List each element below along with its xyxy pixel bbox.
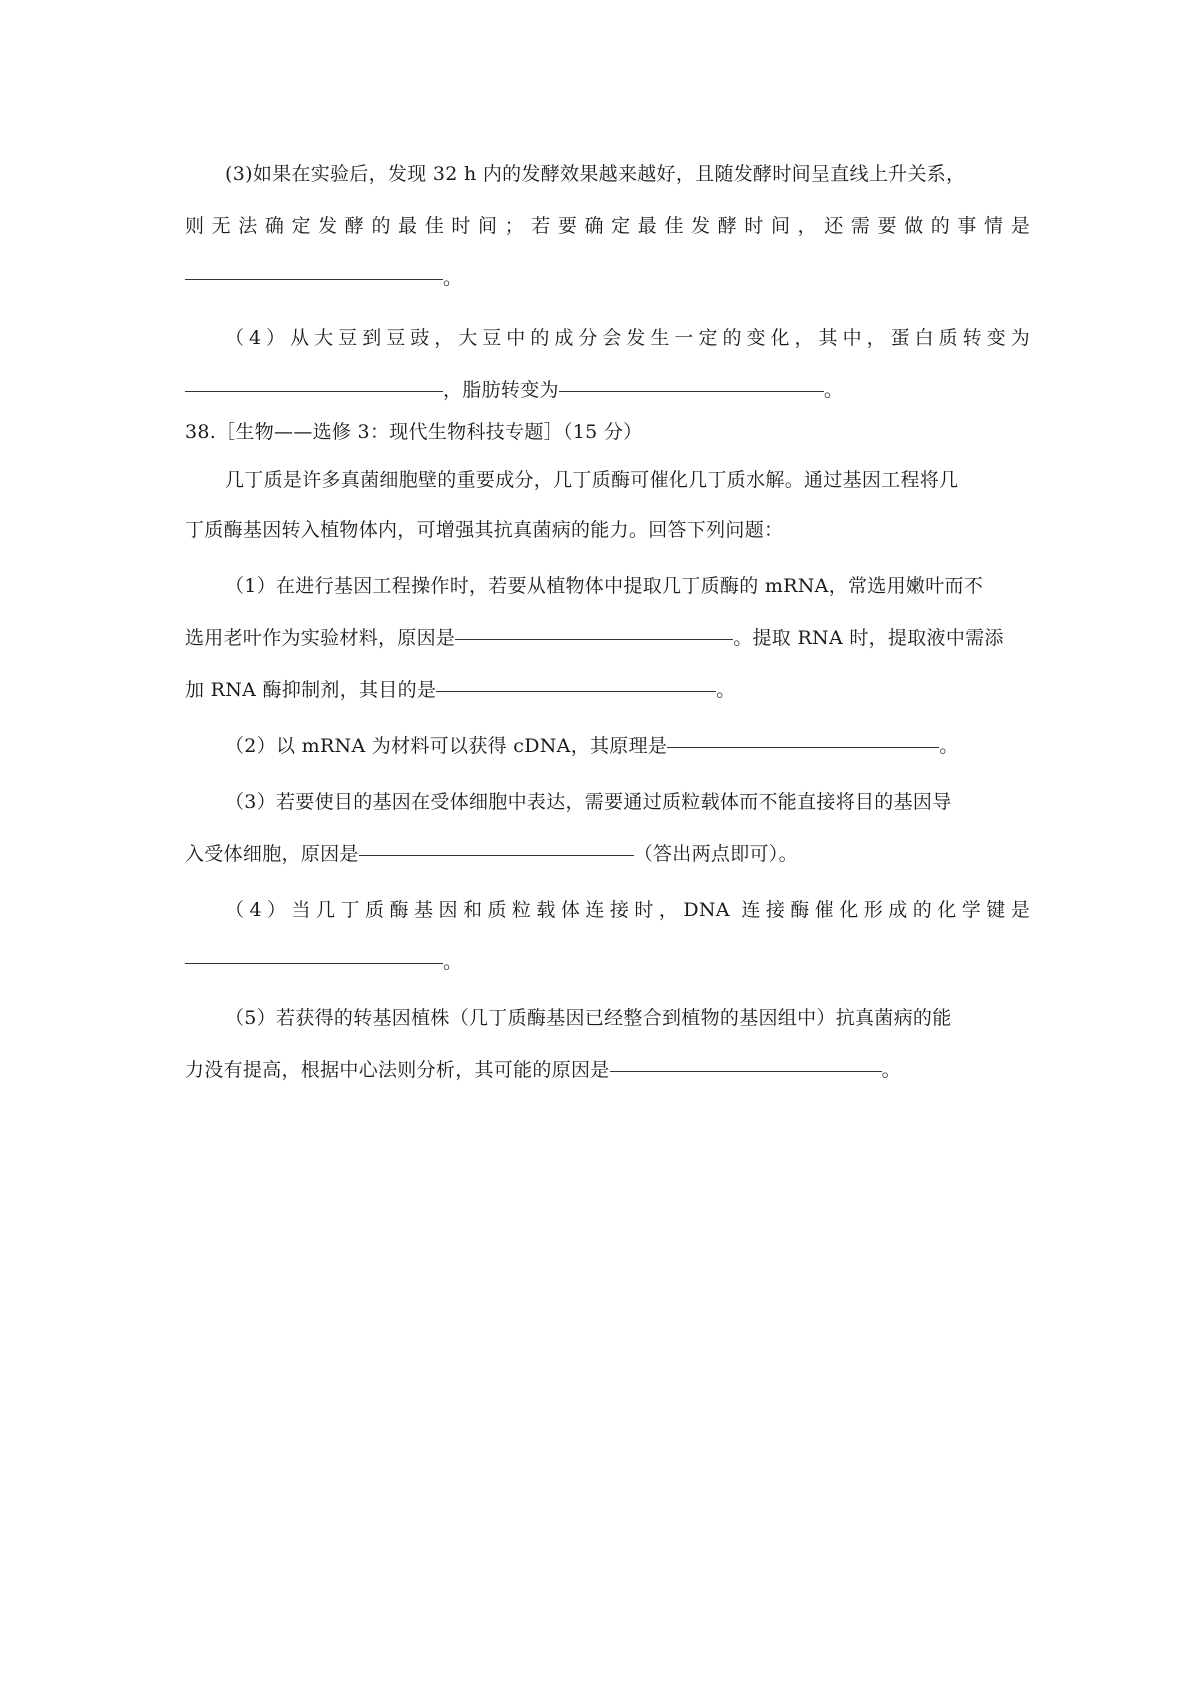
- q38-intro-line1: [185, 456, 1030, 504]
- q38-p1-line1: [185, 562, 1030, 610]
- q38-p4-end: 。: [443, 951, 463, 973]
- answer-blank[interactable]: [185, 390, 443, 392]
- q38-p2-end: 。: [939, 735, 959, 757]
- q38-p5-text2-start: 力没有提高，根据中心法则分析，其可能的原因是: [185, 1059, 610, 1081]
- q38-p4-line2: [185, 938, 1030, 986]
- q38-heading-text: 38.［生物——选修 3：现代生物科技专题］（15 分）: [185, 421, 643, 443]
- q38-p5-text1: （5）若获得的转基因植株（几丁质酶基因已经整合到植物的基因组中）抗真菌病的能: [225, 1007, 952, 1029]
- q37-p3-line2: [185, 202, 1030, 250]
- q37-p3-line3: [185, 254, 1030, 302]
- q38-p4-line1: [185, 886, 1030, 934]
- q38-p1-text3-end: 。: [716, 679, 736, 701]
- q37-p4-line2: [185, 366, 1030, 414]
- q38-p1-text2-start: 选用老叶作为实验材料，原因是: [185, 627, 456, 649]
- answer-blank[interactable]: [436, 690, 716, 692]
- q38-p1-text3-start: 加 RNA 酶抑制剂，其目的是: [185, 679, 437, 701]
- answer-blank[interactable]: [185, 962, 443, 964]
- q38-p5-text2-end: 。: [881, 1059, 901, 1081]
- q38-p1-line2: [185, 614, 1030, 662]
- q38-p1-line3: [185, 666, 1030, 714]
- q37-p4-text1: （4）从大豆到豆豉，大豆中的成分会发生一定的变化，其中，蛋白质转变为: [225, 327, 1030, 349]
- q38-p3-text2-end: （答出两点即可）。: [633, 843, 798, 865]
- answer-blank[interactable]: [455, 638, 733, 640]
- q38-intro-text2: 丁质酶基因转入植物体内，可增强其抗真菌病的能力。回答下列问题：: [185, 519, 784, 541]
- q38-p3-line1: [185, 778, 1030, 826]
- q38-p2-line: [185, 722, 1030, 770]
- q37-p3-end: 。: [443, 267, 463, 289]
- q38-p1-text1: （1）在进行基因工程操作时，若要从植物体中提取几丁质酶的 mRNA，常选用嫩叶而不: [225, 575, 984, 597]
- answer-blank[interactable]: [667, 746, 939, 748]
- q38-p3-line2: [185, 830, 1030, 878]
- q38-p3-text2-start: 入受体细胞，原因是: [185, 843, 359, 865]
- q37-p3-text2: 则无法确定发酵的最佳时间；若要确定最佳发酵时间，还需要做的事情是: [185, 215, 1030, 237]
- q38-p2-text: （2）以 mRNA 为材料可以获得 cDNA，其原理是: [225, 735, 668, 757]
- q37-p4-line1: [185, 314, 1030, 362]
- q37-p4-end: 。: [823, 379, 844, 401]
- q38-p5-line2: [185, 1046, 1030, 1094]
- q38-intro-line2: [185, 506, 1030, 554]
- q38-p5-line1: [185, 994, 1030, 1042]
- answer-blank[interactable]: [185, 278, 443, 280]
- answer-blank[interactable]: [610, 1070, 882, 1072]
- document-page: [185, 150, 1030, 1081]
- q37-p3-text1: (3)如果在实验后，发现 32 h 内的发酵效果越来越好，且随发酵时间呈直线上升关系，: [225, 163, 966, 185]
- q38-p4-text1: （4）当几丁质酶基因和质粒载体连接时，DNA 连接酶催化形成的化学键是: [225, 899, 1030, 921]
- q37-p3-line1: [185, 150, 1030, 198]
- q38-p1-text2-end: 。提取 RNA 时，提取液中需添: [733, 627, 1004, 649]
- answer-blank[interactable]: [359, 854, 634, 856]
- answer-blank[interactable]: [559, 390, 824, 392]
- q37-p4-mid: ，脂肪转变为: [443, 379, 559, 401]
- q38-heading: [185, 408, 1030, 456]
- q38-intro-text1: 几丁质是许多真菌细胞壁的重要成分，几丁质酶可催化几丁质水解。通过基因工程将几: [225, 469, 959, 491]
- q38-p3-text1: （3）若要使目的基因在受体细胞中表达，需要通过质粒载体而不能直接将目的基因导: [225, 791, 952, 813]
